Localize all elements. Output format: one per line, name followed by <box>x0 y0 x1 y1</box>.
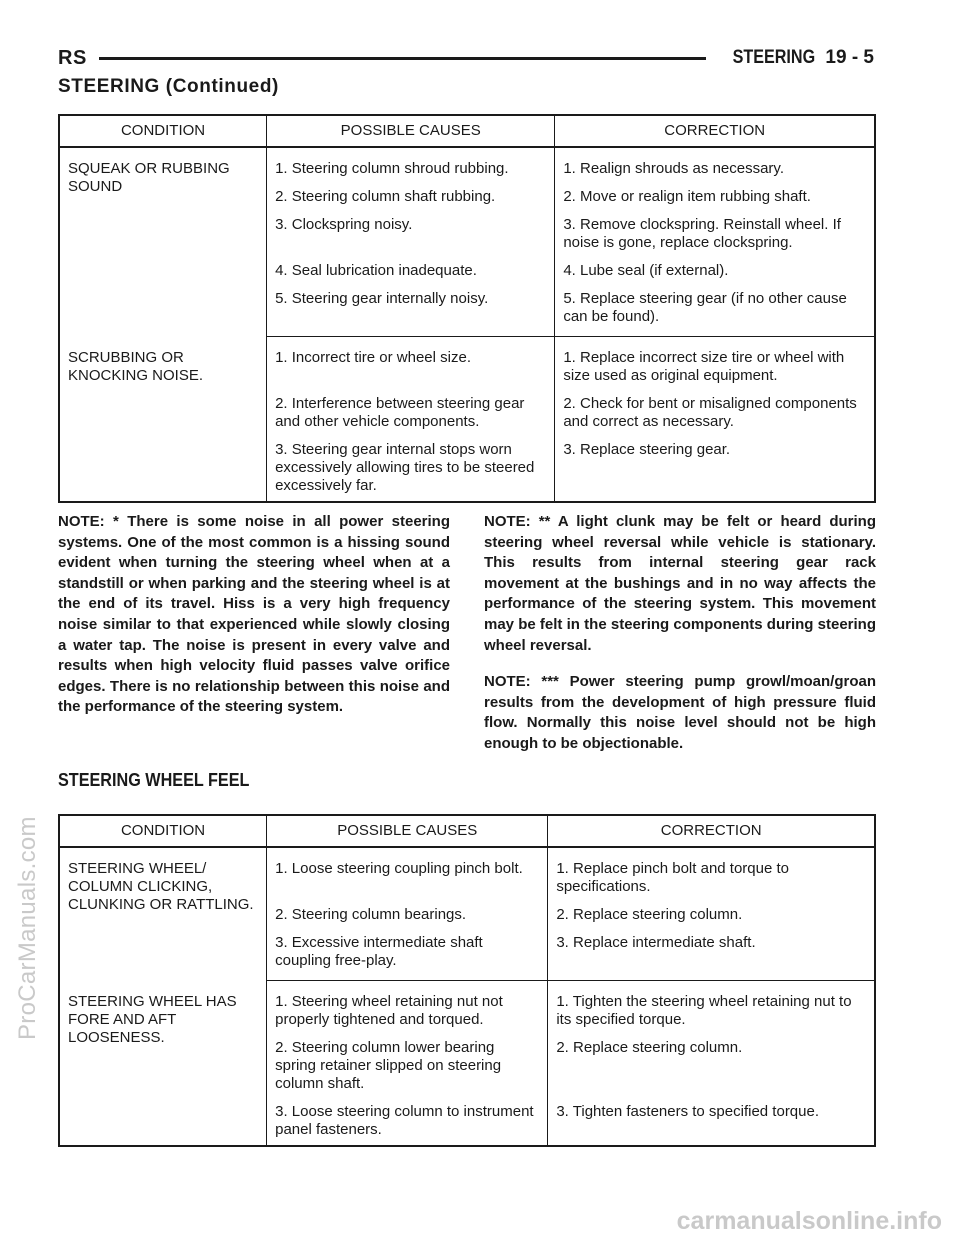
note-hissing: NOTE: * There is some noise in all power steering systems. One of the most common is a hissing sound evident when turning the steering wheel when at a standstill or when parking and the steering wheel is at the end of its travel. Hiss is a very high frequency noise similar to that experienced while slowly closing a water tap. The noise is present in every valve and results when high velocity fluid passes valve orifice edges. There is no relationship between this noise and the performance of the steering system. <box>58 513 450 716</box>
correction-cell: 2. Replace steering column. <box>556 906 743 923</box>
correction-cell: 1. Tighten the steering wheel retaining nut to its specified torque. <box>556 993 852 1028</box>
correction-cell: 2. Replace steering column. <box>556 1039 743 1056</box>
section-heading: STEERING WHEEL FEEL <box>58 770 250 790</box>
cause-cell: 1. Loose steering coupling pinch bolt. <box>267 847 548 902</box>
column-header-condition: CONDITION <box>59 115 267 147</box>
cause-cell: 2. Steering column bearings. <box>267 902 548 930</box>
notes-section <box>58 512 876 771</box>
column-header-causes: POSSIBLE CAUSES <box>267 115 555 147</box>
correction-cell: 3. Replace intermediate shaft. <box>548 930 875 981</box>
correction-cell: 5. Replace steering gear (if no other cause can be found). <box>555 286 875 337</box>
correction-cell: 1. Replace incorrect size tire or wheel with size used as original equipment. <box>563 349 845 384</box>
cause-cell: 2. Interference between steering gear and other vehicle components. <box>267 391 555 437</box>
condition-cell: STEERING WHEEL HAS FORE AND AFT LOOSENESS. <box>59 981 267 1147</box>
header-section-title: STEERING <box>732 47 816 68</box>
cause-cell: 5. Steering gear internally noisy. <box>267 286 555 337</box>
note-pump-growl: NOTE: *** Power steering pump growl/moan/groan results from the development of high pressure fluid flow. Normally this noise level should not be high enough to be objectionable. <box>484 673 876 752</box>
condition-cell: SCRUBBING OR KNOCKING NOISE. <box>59 337 267 503</box>
continued-title: STEERING (Continued) <box>58 76 279 97</box>
cause-cell: 1. Steering wheel retaining nut not properly tightened and torqued. <box>267 981 548 1036</box>
header-model-code: RS <box>58 46 87 69</box>
cause-cell: 2. Steering column lower bearing spring retainer slipped on steering column shaft. <box>267 1035 548 1099</box>
page-header <box>58 46 874 70</box>
condition-cell: STEERING WHEEL/ COLUMN CLICKING, CLUNKING OR RATTLING. <box>59 847 267 981</box>
correction-cell: 3. Remove clockspring. Reinstall wheel. If noise is gone, replace clockspring. <box>563 216 841 251</box>
correction-cell: 1. Replace pinch bolt and torque to specifications. <box>556 860 790 895</box>
cause-cell: 1. Incorrect tire or wheel size. <box>267 337 555 392</box>
correction-cell: 3. Replace steering gear. <box>563 441 731 458</box>
cause-cell: 3. Clockspring noisy. <box>267 212 555 258</box>
table-row <box>59 847 875 902</box>
header-rule <box>99 57 706 60</box>
cause-cell: 3. Steering gear internal stops worn excessively allowing tires to be steered excessively far. <box>267 437 555 502</box>
note-clunk: NOTE: ** A light clunk may be felt or heard during steering wheel reversal while vehicle is stationary. This results from internal steering gear rack movement at the bushings and in no way affects the performance of the steering system. This movement may be felt in the steering components during steering wheel reversal. <box>484 513 876 654</box>
diagnosis-table-wheel-feel <box>58 814 876 1147</box>
correction-cell: 2. Check for bent or misaligned components and correct as necessary. <box>563 395 857 430</box>
column-header-correction: CORRECTION <box>555 115 875 147</box>
correction-cell: 3. Tighten fasteners to specified torque. <box>556 1103 820 1120</box>
bottom-watermark: carmanualsonline.info <box>676 1207 942 1235</box>
table-header-row <box>59 815 875 847</box>
correction-cell: 1. Realign shrouds as necessary. <box>563 160 784 177</box>
table-row <box>59 981 875 1036</box>
cause-cell: 3. Loose steering column to instrument panel fasteners. <box>267 1099 548 1146</box>
column-header-causes: POSSIBLE CAUSES <box>267 815 548 847</box>
table-row <box>59 337 875 392</box>
cause-cell: 3. Excessive intermediate shaft coupling free-play. <box>267 930 548 981</box>
column-header-correction: CORRECTION <box>548 815 875 847</box>
header-page-number: 19 - 5 <box>825 47 874 68</box>
column-header-condition: CONDITION <box>59 815 267 847</box>
cause-cell: 1. Steering column shroud rubbing. <box>267 147 555 184</box>
condition-cell: SQUEAK OR RUBBING SOUND <box>59 147 267 337</box>
notes-right-column <box>484 512 876 771</box>
cause-cell: 4. Seal lubrication inadequate. <box>267 258 555 286</box>
side-watermark: ProCarManuals.com <box>14 816 41 1040</box>
notes-left-column <box>58 512 450 771</box>
table-header-row <box>59 115 875 147</box>
diagnosis-table-noise <box>58 114 876 503</box>
correction-cell: 4. Lube seal (if external). <box>563 262 729 279</box>
table-row <box>59 147 875 184</box>
correction-cell: 2. Move or realign item rubbing shaft. <box>563 188 811 205</box>
cause-cell: 2. Steering column shaft rubbing. <box>267 184 555 212</box>
